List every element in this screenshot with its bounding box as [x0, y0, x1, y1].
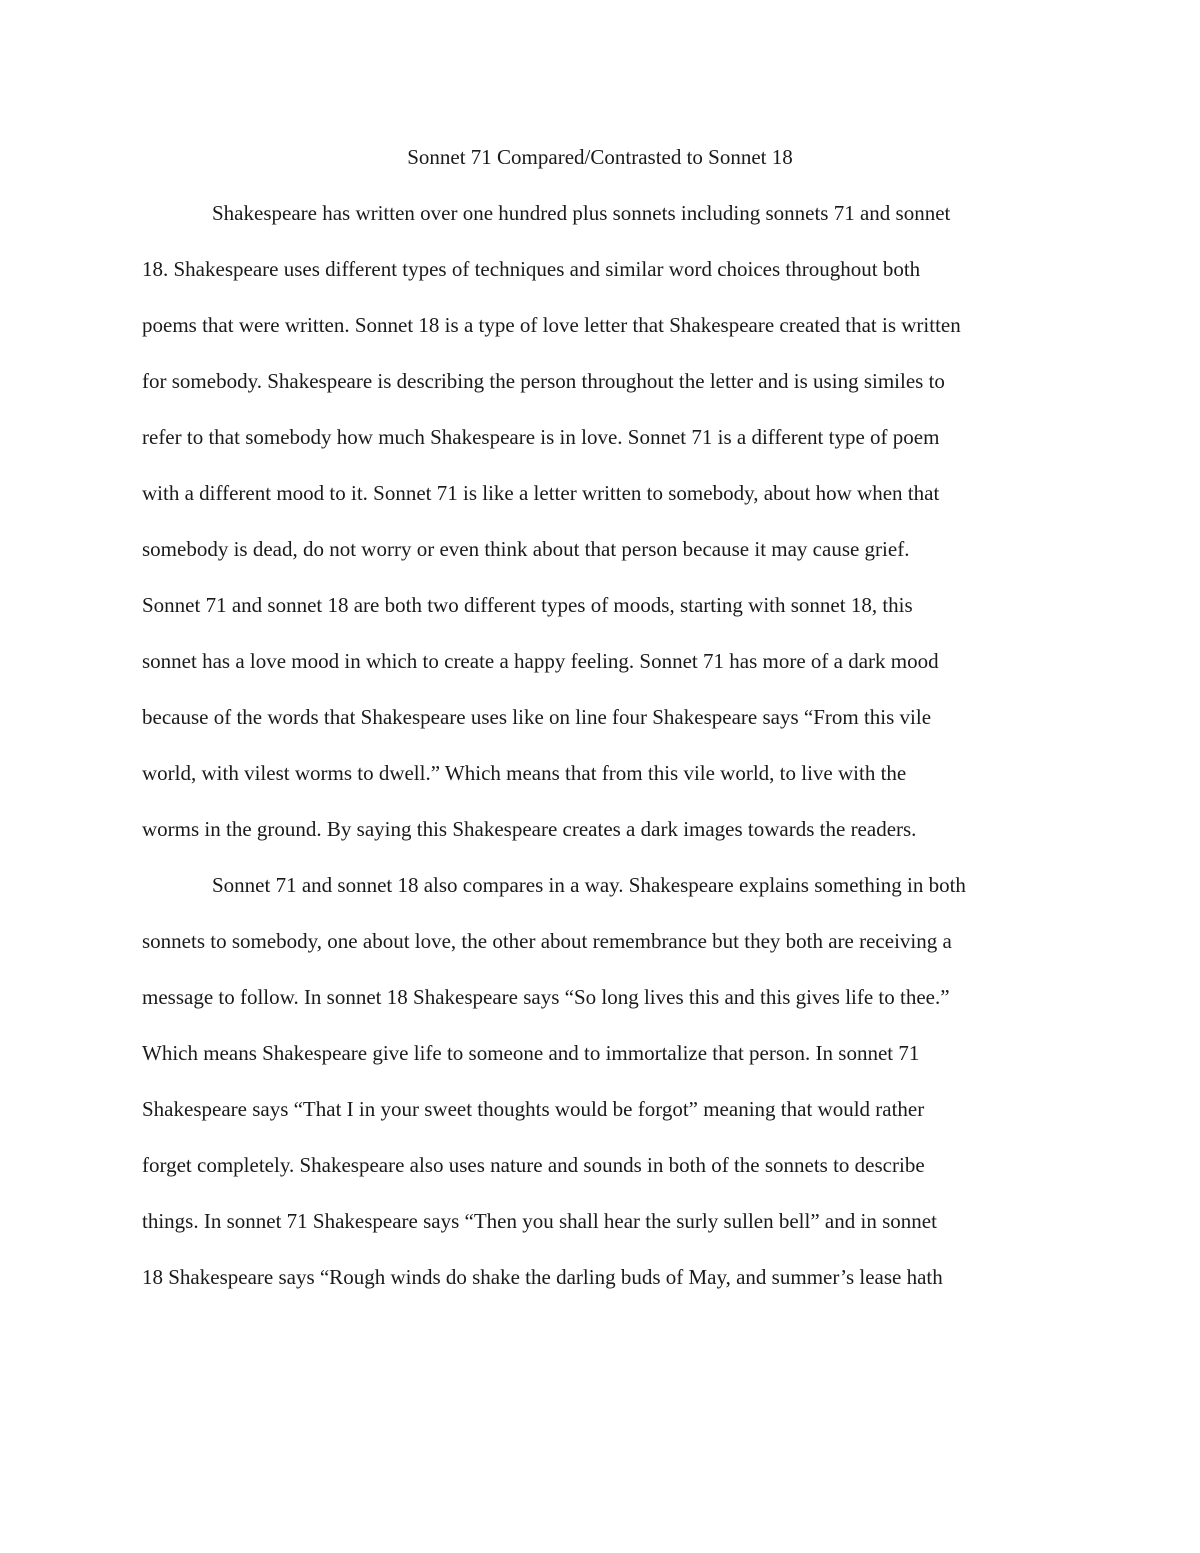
text-line: poems that were written. Sonnet 18 is a type of love letter that Shakespeare created that is written — [142, 313, 961, 337]
text-line: forget completely. Shakespeare also uses nature and sounds in both of the sonnets to describe — [142, 1153, 925, 1177]
text-line: 18 Shakespeare says “Rough winds do shake the darling buds of May, and summer’s lease hath — [142, 1265, 943, 1289]
text-line: Shakespeare says “That I in your sweet thoughts would be forgot” meaning that would rather — [142, 1097, 925, 1121]
text-line: world, with vilest worms to dwell.” Which means that from this vile world, to live with the — [142, 761, 907, 785]
text-line: sonnet has a love mood in which to create a happy feeling. Sonnet 71 has more of a dark mood — [142, 649, 939, 673]
text-line: because of the words that Shakespeare uses like on line four Shakespeare says “From this vile — [142, 705, 932, 729]
text-line: with a different mood to it. Sonnet 71 is like a letter written to somebody, about how when that — [142, 481, 940, 505]
text-line: sonnets to somebody, one about love, the other about remembrance but they both are receiving a — [142, 929, 952, 953]
document-title: Sonnet 71 Compared/Contrasted to Sonnet 18 — [407, 145, 793, 169]
text-line: 18. Shakespeare uses different types of techniques and similar word choices throughout both — [142, 257, 921, 281]
text-line: Sonnet 71 and sonnet 18 also compares in a way. Shakespeare explains something in both — [212, 873, 966, 897]
text-line: Which means Shakespeare give life to someone and to immortalize that person. In sonnet 71 — [142, 1041, 920, 1065]
text-line: somebody is dead, do not worry or even think about that person because it may cause grief. — [142, 537, 910, 561]
text-line: worms in the ground. By saying this Shakespeare creates a dark images towards the readers. — [142, 817, 917, 841]
text-line: Sonnet 71 and sonnet 18 are both two different types of moods, starting with sonnet 18, this — [142, 593, 913, 617]
text-line: things. In sonnet 71 Shakespeare says “Then you shall hear the surly sullen bell” and in sonnet — [142, 1209, 937, 1233]
text-line: message to follow. In sonnet 18 Shakespeare says “So long lives this and this gives life to thee.” — [142, 985, 950, 1009]
text-line: refer to that somebody how much Shakespeare is in love. Sonnet 71 is a different type of poem — [142, 425, 940, 449]
text-line: Shakespeare has written over one hundred plus sonnets including sonnets 71 and sonnet — [212, 201, 951, 225]
text-line: for somebody. Shakespeare is describing the person throughout the letter and is using similes to — [142, 369, 945, 393]
